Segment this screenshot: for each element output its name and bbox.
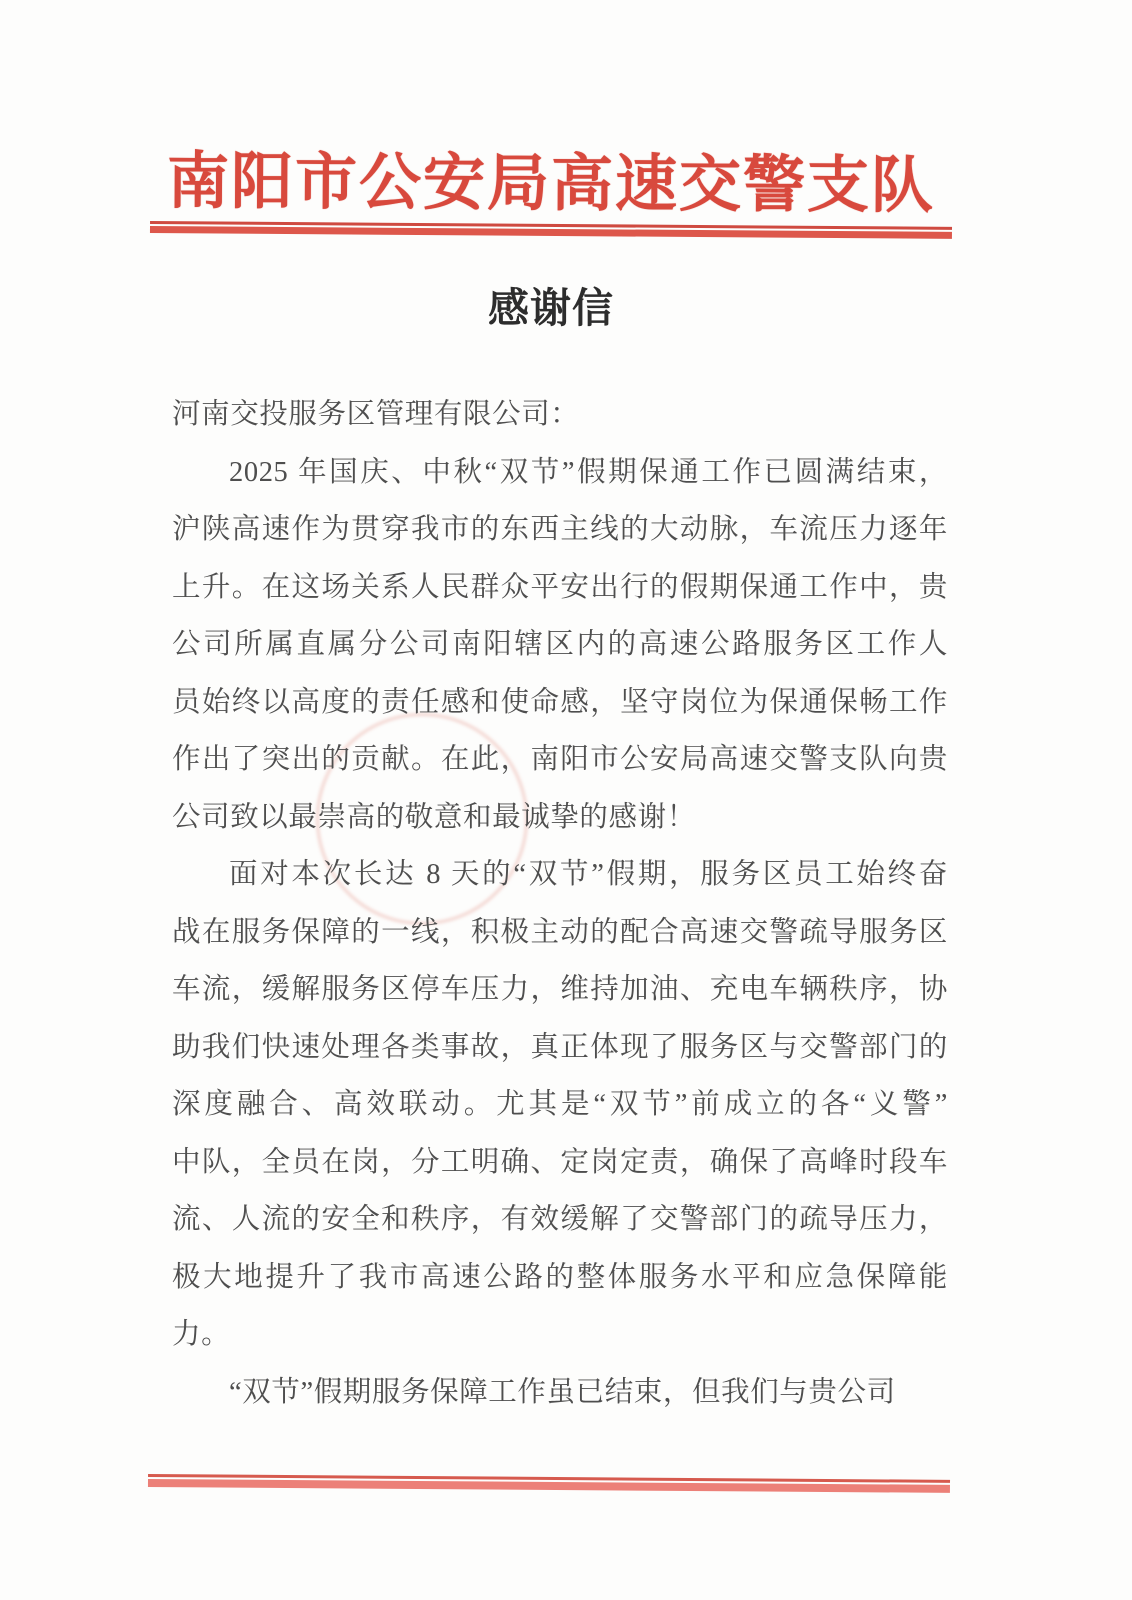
body-line: 2025 年国庆、中秋“双节”假期保通工作已圆满结束， — [229, 456, 948, 488]
body-line: 流、人流的安全和秩序，有效缓解了交警部门的疏导压力， — [172, 1204, 948, 1235]
body-line: 面对本次长达 8 天的“双节”假期，服务区员工始终奋 — [229, 859, 948, 890]
body-line: 公司所属直属分公司南阳辖区内的高速公路服务区工作人 — [172, 629, 948, 660]
body-line: 作出了突出的贡献。在此，南阳市公安局高速交警支队向贵 — [172, 744, 948, 775]
body-line: 助我们快速处理各类事故，真正体现了服务区与交警部门的 — [172, 1031, 948, 1063]
letterhead-title: 南阳市公安局高速交警支队 — [166, 148, 936, 221]
body-lines — [172, 386, 948, 1421]
body-line: 公司致以最崇高的敬意和最诚挚的感谢！ — [172, 801, 696, 833]
footer-double-rule — [148, 1474, 950, 1493]
body-line: 车流，缓解服务区停车压力，维持加油、充电车辆秩序，协 — [172, 974, 948, 1005]
body-line: 极大地提升了我市高速公路的整体服务水平和应急保障能 — [172, 1261, 948, 1293]
letterhead-double-rule — [150, 221, 952, 239]
body-line: 员始终以高度的责任感和使命感，坚守岗位为保通保畅工作 — [172, 686, 948, 718]
body-line: “双节”假期服务保障工作虽已结束，但我们与贵公司 — [229, 1376, 896, 1408]
body-line: 战在服务保障的一线，积极主动的配合高速交警疏导服务区 — [172, 916, 948, 948]
body-line: 中队，全员在岗，分工明确、定岗定责，确保了高峰时段车 — [172, 1146, 948, 1178]
body-line: 上升。在这场关系人民群众平安出行的假期保通工作中，贵 — [172, 571, 948, 603]
salutation-line: 河南交投服务区管理有限公司： — [172, 399, 580, 430]
body-line: 深度融合、高效联动。尤其是“双节”前成立的各“义警” — [172, 1089, 948, 1120]
document-title: 感谢信 — [488, 285, 614, 331]
body-line: 沪陕高速作为贯穿我市的东西主线的大动脉，车流压力逐年 — [172, 514, 948, 545]
body-line: 力。 — [172, 1319, 231, 1350]
